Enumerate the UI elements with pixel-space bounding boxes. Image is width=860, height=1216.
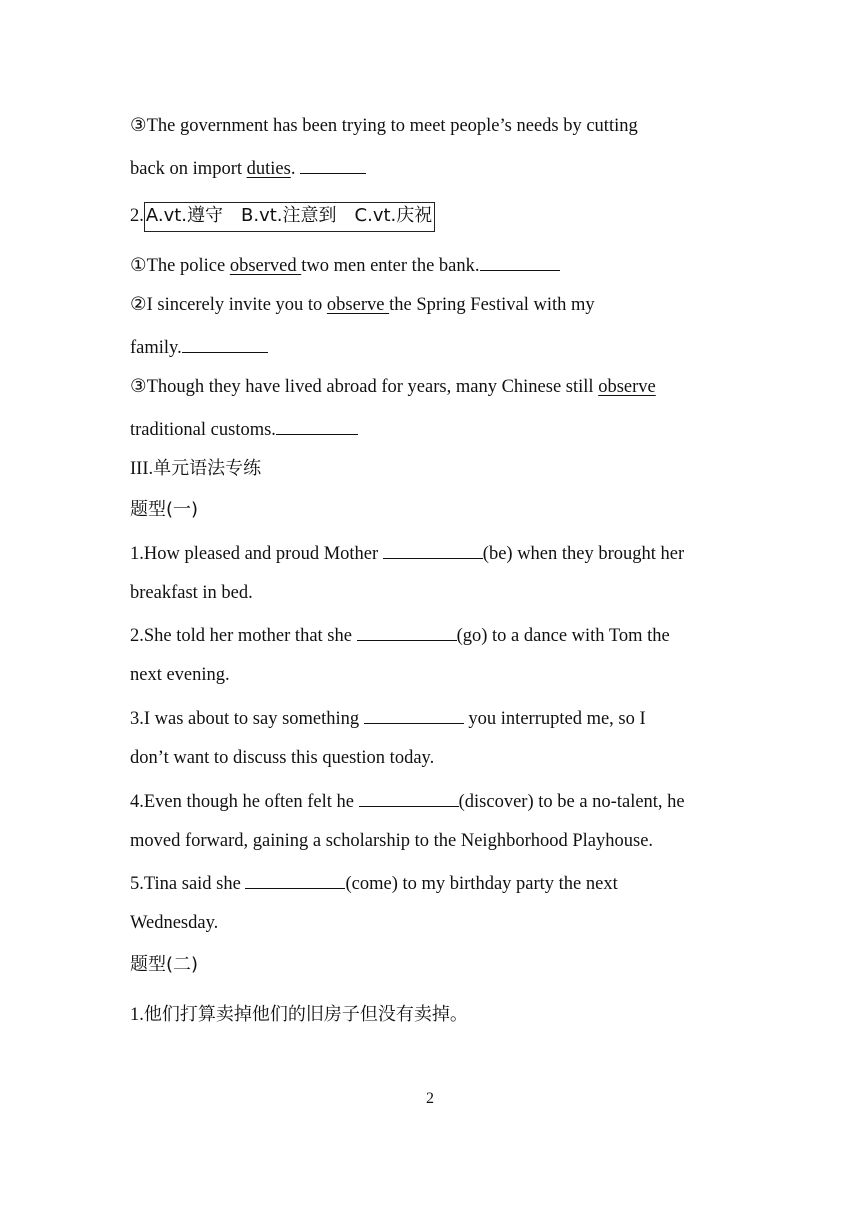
- q1-item3-suffix: .: [290, 159, 301, 179]
- q2-item3-keyword: observe: [598, 377, 656, 397]
- item-text: (discover) to be a no-talent, he: [458, 792, 685, 812]
- item-text: (come) to my birthday party the next: [345, 874, 618, 894]
- type1-item1-line2: [130, 581, 253, 605]
- item-text: 4.Even though he often felt he: [130, 792, 359, 812]
- item-text: breakfast in bed.: [130, 583, 253, 603]
- q2-number: 2.: [130, 206, 144, 226]
- q2-item1-suffix: two men enter the bank.: [301, 256, 480, 276]
- q1-item3-text: ③The government has been trying to meet people’s needs by cutting: [130, 116, 638, 136]
- q1-item3-prefix: back on import: [130, 159, 247, 179]
- section3-heading-text: 单元语法专练: [153, 458, 262, 479]
- q1-item3-keyword: duties: [246, 159, 291, 179]
- type1-heading-text: 题型(一): [130, 499, 199, 520]
- q2-item3-prefix: ③Though they have lived abroad for years, many Chinese still: [130, 377, 599, 397]
- answer-blank[interactable]: [480, 252, 560, 271]
- q2-item2-suffix: the Spring Festival with my: [389, 295, 595, 315]
- item-text: (go) to a dance with Tom the: [456, 626, 670, 646]
- answer-blank[interactable]: [359, 788, 459, 807]
- item-text: don’t want to discuss this question today.: [130, 748, 435, 768]
- type1-item5-line1: [130, 870, 618, 896]
- answer-blank[interactable]: [300, 155, 366, 174]
- type1-item1-line1: [130, 540, 684, 566]
- item-text: Wednesday.: [130, 913, 219, 933]
- type1-item3-line2: [130, 746, 434, 770]
- q2-options-box: [144, 202, 435, 232]
- item-text: moved forward, gaining a scholarship to the Neighborhood Playhouse.: [130, 831, 654, 851]
- q2-item2-line2: [130, 334, 268, 360]
- item-text: 3.I was about to say something: [130, 709, 364, 729]
- item-text: 1.How pleased and proud Mother: [130, 544, 383, 564]
- type2-heading: [130, 953, 198, 977]
- section3-heading-prefix: III.: [130, 459, 154, 479]
- q2-item2-cont: family.: [130, 338, 182, 358]
- q2-item1-keyword: observed: [229, 256, 302, 276]
- type1-item5-line2: [130, 911, 218, 935]
- q2-item2-prefix: ②I sincerely invite you to: [130, 295, 327, 315]
- q2-item3-cont: traditional customs.: [130, 420, 276, 440]
- q2-item2-keyword: observe: [326, 295, 390, 315]
- q2-item3-line1: [130, 375, 656, 399]
- item-text: next evening.: [130, 665, 230, 685]
- type2-item1-line: [130, 1003, 468, 1027]
- type1-item4-line1: [130, 788, 685, 814]
- type1-heading: [130, 498, 198, 522]
- type1-item4-line2: [130, 829, 653, 853]
- type2-item1-text: 他们打算卖掉他们的旧房子但没有卖掉。: [143, 1004, 468, 1025]
- answer-blank[interactable]: [383, 540, 483, 559]
- type2-item1-number: 1.: [130, 1005, 144, 1025]
- type2-heading-text: 题型(二): [130, 954, 199, 975]
- q2-item1-line: [130, 252, 560, 278]
- item-text: (be) when they brought her: [482, 544, 685, 564]
- answer-blank[interactable]: [357, 622, 457, 641]
- answer-blank[interactable]: [276, 416, 358, 435]
- item-text: you interrupted me, so I: [463, 709, 646, 729]
- type1-item2-line2: [130, 663, 230, 687]
- answer-blank[interactable]: [245, 870, 345, 889]
- q2-options-text: A.vt.遵守 B.vt.注意到 C.vt.庆祝: [145, 205, 433, 226]
- section3-heading: [130, 457, 261, 481]
- q2-item2-line1: [130, 293, 595, 317]
- q1-item3-line1: [130, 114, 638, 138]
- q2-item1-prefix: ①The police: [130, 256, 230, 276]
- q2-item3-line2: [130, 416, 358, 442]
- type1-item2-line1: [130, 622, 670, 648]
- type1-item3-line1: [130, 705, 646, 731]
- answer-blank[interactable]: [182, 334, 268, 353]
- item-text: 5.Tina said she: [130, 874, 246, 894]
- q2-options-line: [130, 202, 435, 232]
- item-text: 2.She told her mother that she: [130, 626, 357, 646]
- page-number: 2: [426, 1090, 434, 1107]
- answer-blank[interactable]: [364, 705, 464, 724]
- q1-item3-line2: [130, 155, 366, 181]
